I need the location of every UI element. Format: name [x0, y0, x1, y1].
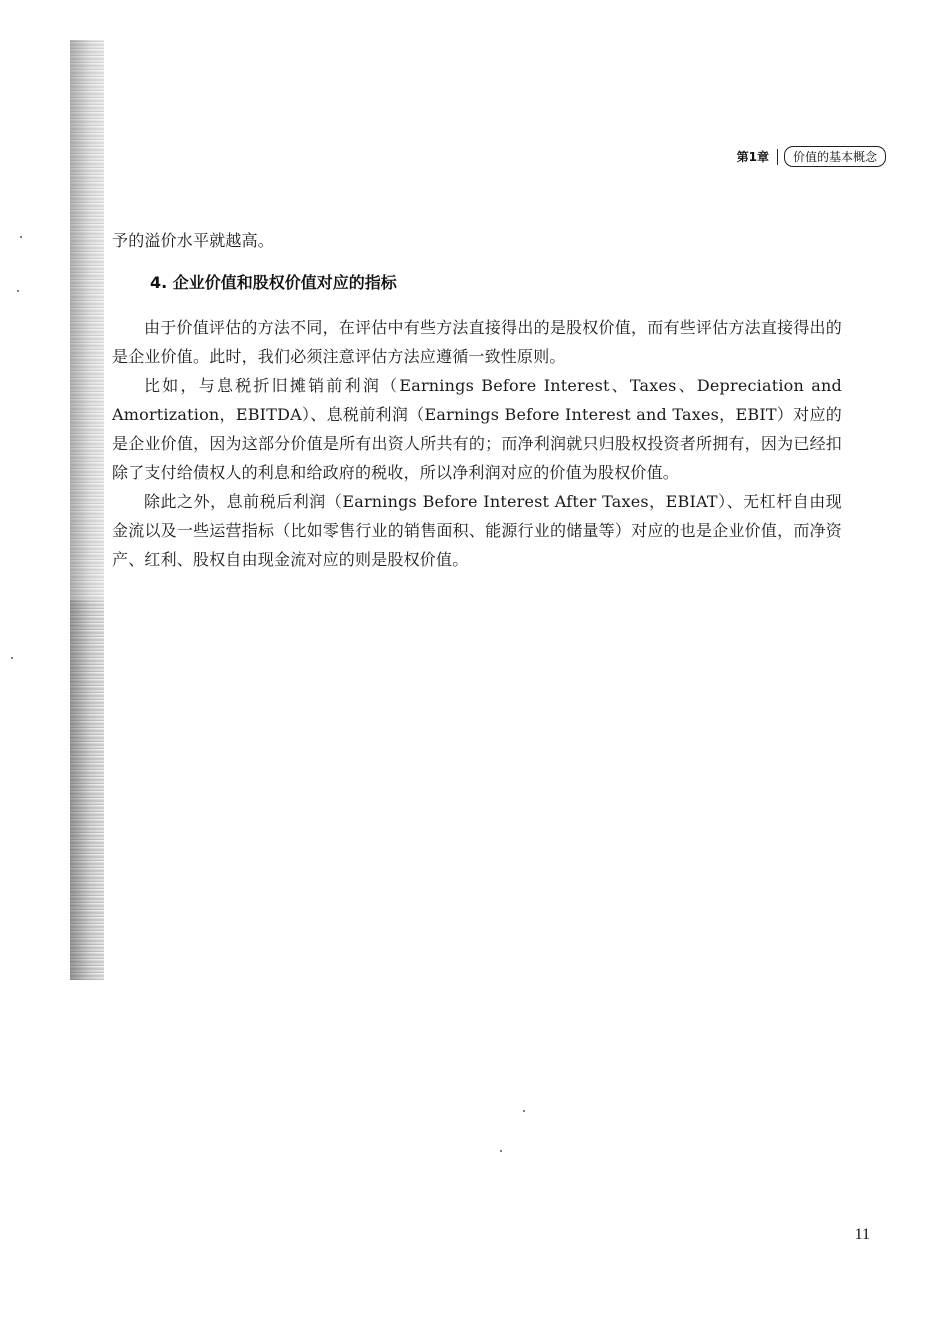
- running-header: [737, 146, 886, 167]
- scan-speck: [500, 1150, 502, 1152]
- chapter-title: 价值的基本概念: [784, 146, 886, 167]
- continuation-line: 予的溢价水平就越高。: [112, 231, 275, 250]
- page-number: 11: [854, 1226, 870, 1243]
- scan-speck: [11, 657, 13, 659]
- scan-speck: [523, 1110, 525, 1112]
- chapter-label: 第1章: [737, 149, 778, 165]
- section-heading: 4. 企业价值和股权价值对应的指标: [150, 273, 397, 292]
- scan-binding-edge-lower: [70, 600, 104, 980]
- scan-speck: [17, 290, 19, 292]
- scan-speck: [20, 236, 22, 238]
- paragraph: 除此之外，息前税后利润（Earnings Before Interest After Taxes，EBIAT）、无杠杆自由现金流以及一些运营指标（比如零售行业的销售面积、能源行业的储量等）对应的也是企业价值，而净资产、红利、股权自由现金流对应的则是股权价值。: [112, 492, 842, 569]
- paragraph: 比如，与息税折旧摊销前利润（Earnings Before Interest、Taxes、Depreciation and Amortization，EBITDA）、息税前利润（Earnings Before Interest and Taxes，EBIT）对应的是企业价值，因为这部分价值是所有出资人所共有的；而净利润就只归股权投资者所拥有，因为已经扣除了支付给债权人的利息和给政府的税收，所以净利润对应的价值为股权价值。: [112, 376, 842, 482]
- continuation-text-block: [112, 226, 842, 255]
- paragraph: 由于价值评估的方法不同，在评估中有些方法直接得出的是股权价值，而有些评估方法直接得出的是企业价值。此时，我们必须注意评估方法应遵循一致性原则。: [112, 318, 842, 366]
- body-text: [112, 313, 842, 574]
